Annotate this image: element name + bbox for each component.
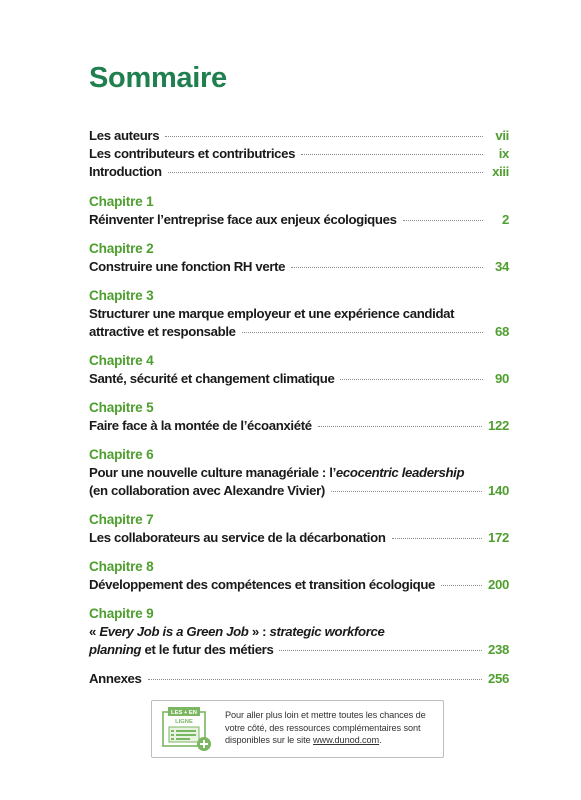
chapter-title-italic: strategic workforce <box>269 624 385 639</box>
chapter-label: Chapitre 1 <box>89 194 154 209</box>
dot-leader <box>148 679 483 680</box>
dot-leader <box>340 379 483 380</box>
chapter-9[interactable] <box>89 605 509 659</box>
online-resources-callout <box>151 700 444 758</box>
chapter-title: Santé, sécurité et changement climatique <box>89 371 335 386</box>
chapter-label: Chapitre 5 <box>89 400 154 415</box>
toc-entry-introduction[interactable] <box>89 163 509 181</box>
chapter-title-italic: planning <box>89 642 142 657</box>
toc-page-number: 200 <box>488 577 509 592</box>
toc-page-number: vii <box>495 128 509 143</box>
toc-page-number: 68 <box>495 324 509 339</box>
badge-bottom-text: LIGNE <box>175 719 193 725</box>
toc-entry-label: Les contributeurs et contributrices <box>89 146 296 161</box>
toc-page-number: 122 <box>488 418 509 433</box>
toc-page-number: 172 <box>488 530 509 545</box>
chapter-label: Chapitre 4 <box>89 353 154 368</box>
page-title: Sommaire <box>89 62 227 94</box>
toc-page-number: 90 <box>495 371 509 386</box>
chapter-title: Réinventer l’entreprise face aux enjeux écologiques <box>89 212 397 227</box>
dot-leader <box>441 585 482 586</box>
chapter-title-text: Pour une nouvelle culture managériale : l’ <box>89 465 336 480</box>
chapter-3[interactable] <box>89 287 509 341</box>
toc-page-number: 34 <box>495 259 509 274</box>
dot-leader <box>168 172 483 173</box>
table-of-contents <box>89 127 509 688</box>
toc-page-number: xiii <box>492 164 509 179</box>
toc-page-number: 140 <box>488 483 509 498</box>
chapter-7[interactable] <box>89 511 509 547</box>
dot-leader <box>291 267 483 268</box>
dot-leader <box>318 426 482 427</box>
toc-page-number: 256 <box>488 671 509 686</box>
chapter-title-text: et le futur des métiers <box>141 642 274 657</box>
chapter-label: Chapitre 3 <box>89 288 154 303</box>
chapter-1[interactable] <box>89 193 509 229</box>
badge-top-text: LES + EN <box>171 710 197 716</box>
chapter-4[interactable] <box>89 352 509 388</box>
dot-leader <box>392 538 483 539</box>
chapter-label: Chapitre 8 <box>89 559 154 574</box>
chapter-title: Développement des compétences et transition écologique <box>89 577 436 592</box>
dot-leader <box>403 220 483 221</box>
toc-entry-authors[interactable] <box>89 127 509 145</box>
callout-end: . <box>379 735 382 745</box>
callout-body: Pour aller plus loin et mettre toutes les chances de votre côté, des ressources complémentaires sont disponibles sur le site <box>225 710 426 745</box>
chapter-8[interactable] <box>89 558 509 594</box>
toc-entry-label: Les auteurs <box>89 128 160 143</box>
toc-entry-contributors[interactable] <box>89 145 509 163</box>
dunod-link[interactable]: www.dunod.com <box>313 735 380 745</box>
toc-entry-annexes[interactable] <box>89 670 509 688</box>
chapter-title-text: » : <box>248 624 270 639</box>
callout-text <box>225 709 437 747</box>
chapter-title: Construire une fonction RH verte <box>89 259 286 274</box>
chapter-label: Chapitre 9 <box>89 606 154 621</box>
chapter-title: Faire face à la montée de l’écoanxiété <box>89 418 312 433</box>
chapter-label: Chapitre 7 <box>89 512 154 527</box>
dot-leader <box>279 650 482 651</box>
chapter-title-line-2 <box>89 641 273 659</box>
toc-page-number: 238 <box>488 642 509 657</box>
chapter-5[interactable] <box>89 399 509 435</box>
chapter-2[interactable] <box>89 240 509 276</box>
chapter-title-line-2: (en collaboration avec Alexandre Vivier) <box>89 483 325 498</box>
chapter-title-line-2: attractive et responsable <box>89 324 236 339</box>
dot-leader <box>165 136 483 137</box>
dot-leader <box>331 491 482 492</box>
toc-entry-label: Annexes <box>89 671 142 686</box>
chapter-title-italic: ecocentric leadership <box>335 465 465 480</box>
online-resources-badge-icon <box>160 706 214 752</box>
chapter-title-text: « <box>89 624 100 639</box>
toc-page-number: 2 <box>502 212 509 227</box>
toc-page-number: ix <box>498 146 509 161</box>
chapter-title-line-1: Structurer une marque employeur et une expérience candidat <box>89 306 455 321</box>
chapter-label: Chapitre 6 <box>89 447 154 462</box>
chapter-title-line-1 <box>89 623 509 641</box>
chapter-title-line-1 <box>89 464 509 482</box>
chapter-6[interactable] <box>89 446 509 500</box>
dot-leader <box>242 332 483 333</box>
toc-entry-label: Introduction <box>89 164 162 179</box>
chapter-title-italic: Every Job is a Green Job <box>99 624 249 639</box>
chapter-label: Chapitre 2 <box>89 241 154 256</box>
dot-leader <box>301 154 483 155</box>
chapter-title: Les collaborateurs au service de la décarbonation <box>89 530 386 545</box>
